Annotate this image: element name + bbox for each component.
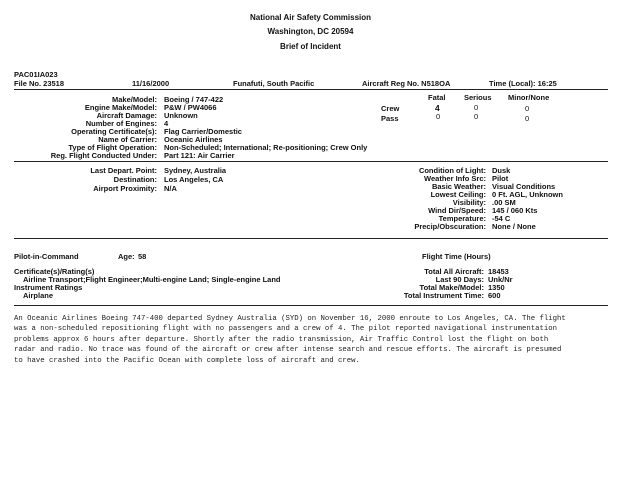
flight-time-label: Total Instrument Time:: [403, 291, 484, 300]
flight-time-value: Unk/Nr: [488, 275, 513, 284]
incident-place: Funafuti, South Pacific: [233, 79, 315, 88]
certificates-label: Certificate(s)/Rating(s): [14, 267, 95, 276]
weather-label: Precip/Obscuration:: [414, 222, 486, 231]
flight-time-value: 600: [488, 291, 501, 300]
weather-label: Temperature:: [438, 214, 486, 223]
aircraft-label: Type of Flight Operation:: [68, 143, 157, 152]
file-number: File No. 23518: [14, 79, 65, 88]
weather-value: Visual Conditions: [492, 182, 556, 191]
weather-label: Basic Weather:: [431, 182, 486, 191]
aircraft-label: Operating Certificate(s):: [71, 127, 157, 136]
weather-label: Wind Dir/Speed:: [428, 206, 486, 215]
aircraft-value: Part 121: Air Carrier: [164, 151, 235, 160]
injury-value: 4: [435, 103, 440, 113]
weather-value: 145 / 060 Kts: [492, 206, 538, 215]
route-label: Last Depart. Point:: [90, 166, 157, 175]
flight-time-label: Last 90 Days:: [435, 275, 484, 284]
flight-time-title: Flight Time (Hours): [422, 252, 491, 261]
injury-row-label: Pass: [381, 114, 399, 123]
flight-time-label: Total All Aircraft:: [424, 267, 484, 276]
route-value: Sydney, Australia: [164, 166, 227, 175]
weather-label: Weather Info Src:: [424, 174, 486, 183]
injury-value: 0: [525, 114, 530, 123]
aircraft-label: Make/Model:: [111, 95, 157, 104]
weather-label: Visibility:: [452, 198, 486, 207]
instrument-ratings-value: Airplane: [23, 291, 54, 300]
weather-value: Dusk: [492, 166, 511, 175]
local-time: Time (Local): 16:25: [489, 79, 557, 88]
document-type: Brief of Incident: [280, 42, 341, 51]
pilot-age: 58: [138, 252, 147, 261]
flight-time-value: 1350: [488, 283, 505, 292]
aircraft-label: Name of Carrier:: [98, 135, 157, 144]
route-label: Destination:: [113, 175, 157, 184]
instrument-ratings-label: Instrument Ratings: [14, 283, 83, 292]
injury-value: 0: [525, 104, 530, 113]
certificates-value: Airline Transport;Flight Engineer;Multi-engine Land; Single-engine Land: [23, 275, 281, 284]
aircraft-value: P&W / PW4066: [164, 103, 217, 112]
aircraft-value: Flag Carrier/Domestic: [164, 127, 242, 136]
injury-header-fatal: Fatal: [428, 93, 446, 102]
weather-value: None / None: [492, 222, 536, 231]
aircraft-reg: Aircraft Reg No. N518OA: [362, 79, 451, 88]
weather-value: Pilot: [492, 174, 509, 183]
injury-value: 0: [474, 112, 479, 121]
aircraft-value: 4: [164, 119, 169, 128]
aircraft-label: Reg. Flight Conducted Under:: [50, 151, 157, 160]
aircraft-label: Number of Engines:: [85, 119, 157, 128]
route-value: N/A: [164, 184, 177, 193]
weather-label: Condition of Light:: [418, 166, 486, 175]
injury-value: 0: [436, 112, 441, 121]
pilot-age-label: Age:: [118, 252, 135, 261]
weather-value: -54 C: [492, 214, 511, 223]
divider-narrative: [14, 305, 608, 306]
aircraft-label: Aircraft Damage:: [96, 111, 157, 120]
flight-time-label: Total Make/Model:: [419, 283, 484, 292]
record-id: PAC01IA023: [14, 70, 58, 79]
divider-pilot: [14, 238, 608, 239]
divider-top: [14, 89, 608, 90]
injury-row-label: Crew: [381, 104, 400, 113]
injury-header-minor: Minor/None: [508, 93, 550, 102]
incident-narrative: An Oceanic Airlines Boeing 747-400 departed Sydney Australia (SYD) on November 16, 2000 enroute to Los Angeles, CA. The flight was a non-scheduled repositioning flight with no passengers and a crew of 4. The pilot reported navigational instrumentation problems approx 6 hours after departure. Shortly after the radio transmission, Air Traffic Control lost the flight on both radar and radio. No trace was found of the aircraft or crew after intense search and rescue efforts. The aircraft is presumed to have crashed into the Pacific Ocean with complete loss of aircraft and crew.: [14, 315, 566, 365]
injury-header-serious: Serious: [464, 93, 492, 102]
divider-mid: [14, 161, 608, 162]
weather-label: Lowest Ceiling:: [430, 190, 486, 199]
aircraft-label: Engine Make/Model:: [84, 103, 157, 112]
route-label: Airport Proximity:: [93, 184, 157, 193]
agency-location: Washington, DC 20594: [267, 27, 354, 36]
weather-value: 0 Ft. AGL, Unknown: [492, 190, 563, 199]
route-value: Los Angeles, CA: [164, 175, 224, 184]
aircraft-value: Boeing / 747-422: [164, 95, 224, 104]
injury-value: 0: [474, 103, 479, 112]
weather-value: .00 SM: [492, 198, 516, 207]
agency-title: National Air Safety Commission: [249, 13, 372, 22]
flight-time-value: 18453: [488, 267, 509, 276]
incident-date: 11/16/2000: [132, 79, 170, 88]
aircraft-value: Non-Scheduled; International; Re-positioning; Crew Only: [164, 143, 368, 152]
aircraft-value: Oceanic Airlines: [164, 135, 223, 144]
pilot-title: Pilot-in-Command: [14, 252, 79, 261]
aircraft-value: Unknown: [164, 111, 198, 120]
